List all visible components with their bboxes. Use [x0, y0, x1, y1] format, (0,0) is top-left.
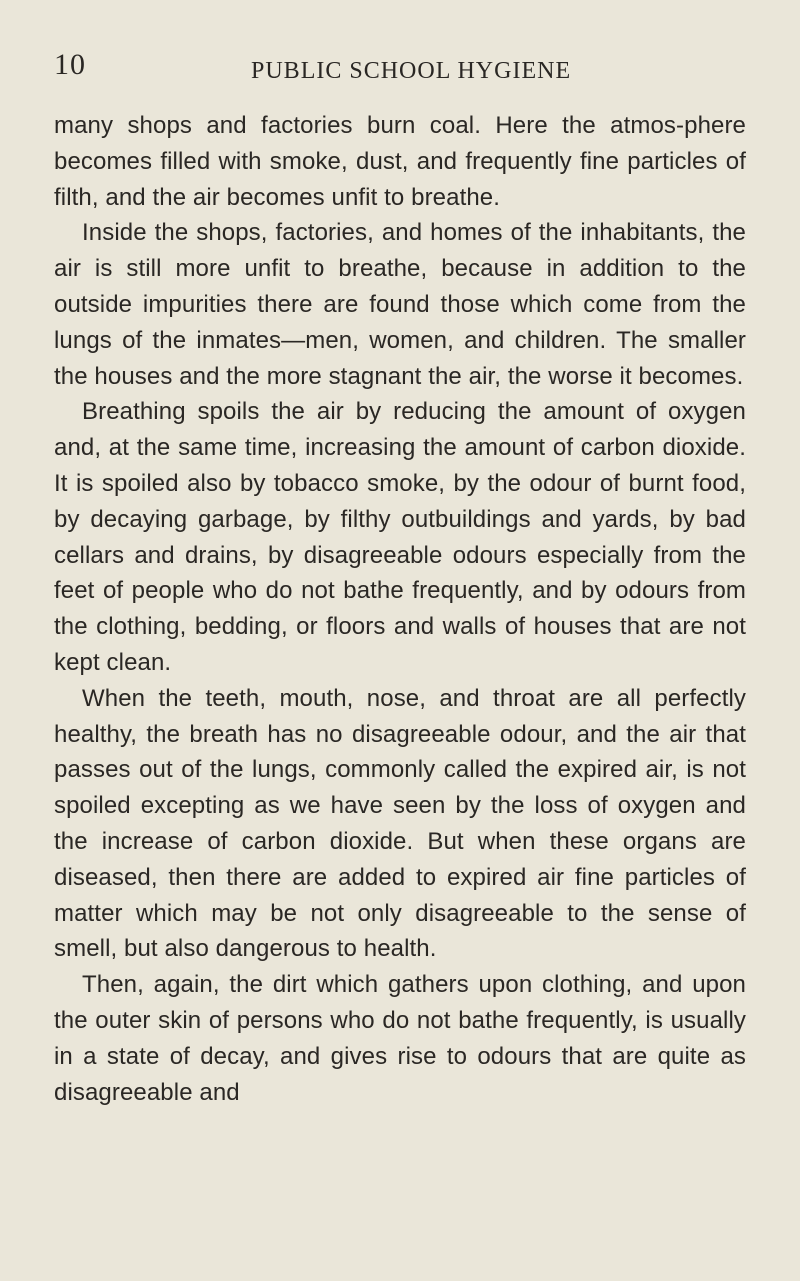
body-text: [54, 108, 746, 1110]
paragraph-1: many shops and factories burn coal. Here the atmos-phere becomes filled with smoke, dust, and frequently fine particles of filth, and the air becomes unfit to breathe.: [54, 112, 746, 211]
paragraph-3: Breathing spoils the air by reducing the amount of oxygen and, at the same time, increasing the amount of carbon dioxide. It is spoiled also by tobacco smoke, by the odour of burnt food, by decaying garbage, by filthy outbuildings and yards, by bad cellars and drains, by disagreeable odours especially from the feet of people who do not bathe frequently, and by odours from the clothing, bedding, or floors and walls of houses that are not kept clean.: [54, 398, 746, 676]
page-header: [54, 50, 744, 90]
running-title: PUBLIC SCHOOL HYGIENE: [251, 58, 572, 84]
paragraph-4: When the teeth, mouth, nose, and throat are all perfectly healthy, the breath has no disagreeable odour, and the air that passes out of the lungs, commonly called the expired air, is not spoiled excepting as we have seen by the loss of oxygen and the increase of carbon dioxide. But when these organs are diseased, then there are added to expired air fine particles of matter which may be not only disagreeable to the sense of smell, but also dangerous to health.: [54, 684, 746, 963]
page-number: 10: [54, 48, 86, 81]
paragraph-2: Inside the shops, factories, and homes of the inhabitants, the air is still more unfit to breathe, because in addition to the outside impurities there are found those which come from the lungs of the inmates—men, women, and children. The smaller the houses and the more stagnant the air, the worse it becomes.: [54, 219, 746, 390]
paragraph-5: Then, again, the dirt which gathers upon clothing, and upon the outer skin of persons who do not bathe frequently, is usually in a state of decay, and gives rise to odours that are quite as disagreeable and: [54, 971, 746, 1106]
